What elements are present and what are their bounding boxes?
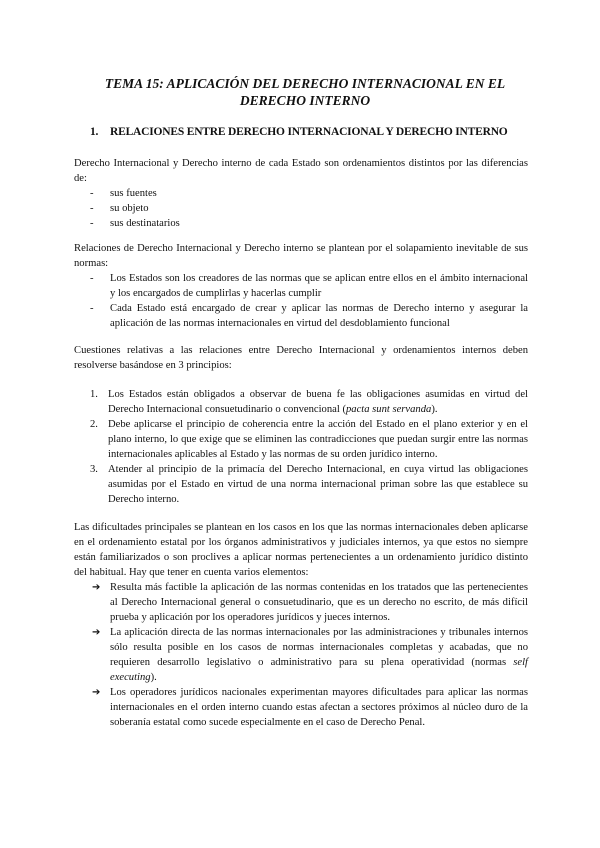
title-line-1: TEMA 15: APLICACIÓN DEL DERECHO INTERNACIONAL EN EL xyxy=(104,76,506,91)
item-text-end: ). xyxy=(431,404,438,415)
list-item xyxy=(74,186,528,201)
number-marker: 3. xyxy=(90,464,98,475)
arrow-icon: ➔ xyxy=(92,687,101,698)
section-number: 1. xyxy=(90,126,99,138)
numbered-item-3 xyxy=(74,462,528,507)
list-item xyxy=(74,216,528,231)
number-marker: 1. xyxy=(90,389,98,400)
list-item xyxy=(74,201,528,216)
arrow-item-2 xyxy=(74,625,528,685)
item-italic: pacta sunt servanda xyxy=(345,404,432,415)
numbered-item-1 xyxy=(74,387,528,417)
paragraph-relations xyxy=(74,241,528,331)
list-item-text: sus destinatarios xyxy=(110,218,180,229)
number-marker: 2. xyxy=(90,419,98,430)
dash-marker: - xyxy=(90,188,94,199)
arrow-icon: ➔ xyxy=(92,627,101,638)
dash-marker: - xyxy=(90,218,94,229)
item-text: Resulta más factible la aplicación de las normas contenidas en los tratados que las pertenecientes al Derecho Internacional general o consuetudinario, que es un derecho no escrito, de más difícil prueba y aplicación por los operadores jurídicos y jueces internos. xyxy=(110,582,528,623)
list-item-text: Cada Estado está encargado de crear y aplicar las normas de Derecho interno y asegurar la aplicación de las normas internacionales en virtud del desdoblamiento funcional xyxy=(110,303,528,329)
section-heading xyxy=(90,126,508,138)
title-line-2: DERECHO INTERNO xyxy=(239,93,371,108)
paragraph-intro: Las dificultades principales se plantean en los casos en los que las normas internacionales deben aplicarse en el ordenamiento estatal por los órganos administrativos y judiciales internos, ya que estos no siempre están familiarizados o son proclives a aplicar normas pertenecientes a un ordenamiento jurídico distinto del habitual. Hay que tener en cuenta varios elementos: xyxy=(74,522,528,578)
item-text-end: ). xyxy=(150,672,157,683)
list-item xyxy=(74,271,528,301)
paragraph-differences xyxy=(74,156,528,231)
arrow-item-3 xyxy=(74,685,528,730)
item-text: Los Estados están obligados a observar de buena fe las obligaciones asumidas en virtud del Derecho Internacional consuetudinario o convencional ( xyxy=(108,389,528,415)
item-text: Los operadores jurídicos nacionales experimentan mayores dificultades para aplicar las normas internacionales en el orden interno cuando estas afectan a sectores próximos al núcleo duro de la soberanía estatal como sucede especialmente en el caso de Derecho Penal. xyxy=(110,687,528,728)
paragraph-intro: Cuestiones relativas a las relaciones entre Derecho Internacional y ordenamientos internos deben resolverse basándose en 3 principios: xyxy=(74,345,528,371)
arrow-icon: ➔ xyxy=(92,582,101,593)
list-item-text: sus fuentes xyxy=(110,188,157,199)
item-text: La aplicación directa de las normas internacionales por las administraciones y tribunales internos sólo resulta posible en los casos de normas internacionales completas y acabadas, que no requieren desarrollo legislativo o administrativo para su plena operatividad (normas xyxy=(110,627,528,668)
arrow-item-1 xyxy=(74,580,528,625)
item-text: Debe aplicarse el principio de coherencia entre la acción del Estado en el plano exterior y en el plano interno, lo que exige que se eliminen las contradicciones que puedan surgir entre las normas internacionales aplicables al Estado y las normas de su orden jurídico interno. xyxy=(108,419,528,460)
dash-marker: - xyxy=(90,203,94,214)
section-title: RELACIONES ENTRE DERECHO INTERNACIONAL Y DERECHO INTERNO xyxy=(110,126,508,138)
list-item xyxy=(74,301,528,331)
paragraph-intro: Derecho Internacional y Derecho interno de cada Estado son ordenamientos distintos por las diferencias de: xyxy=(74,158,528,184)
item-italic: self executing xyxy=(110,657,528,683)
dash-marker: - xyxy=(90,303,94,314)
paragraph-intro: Relaciones de Derecho Internacional y Derecho interno se plantean por el solapamiento inevitable de sus normas: xyxy=(74,243,528,269)
list-item-text: su objeto xyxy=(110,203,149,214)
paragraph-principles xyxy=(74,343,528,507)
paragraph-difficulties xyxy=(74,520,528,730)
numbered-item-2 xyxy=(74,417,528,462)
item-text: Atender al principio de la primacía del Derecho Internacional, en cuya virtud las obligaciones asumidas por el Estado en virtud de una norma internacional priman sobre las que establece su Derecho interno. xyxy=(108,464,528,505)
dash-marker: - xyxy=(90,273,94,284)
list-item-text: Los Estados son los creadores de las normas que se aplican entre ellos en el ámbito internacional y los encargados de cumplirlas y hacerlas cumplir xyxy=(110,273,528,299)
document-title xyxy=(90,75,520,109)
